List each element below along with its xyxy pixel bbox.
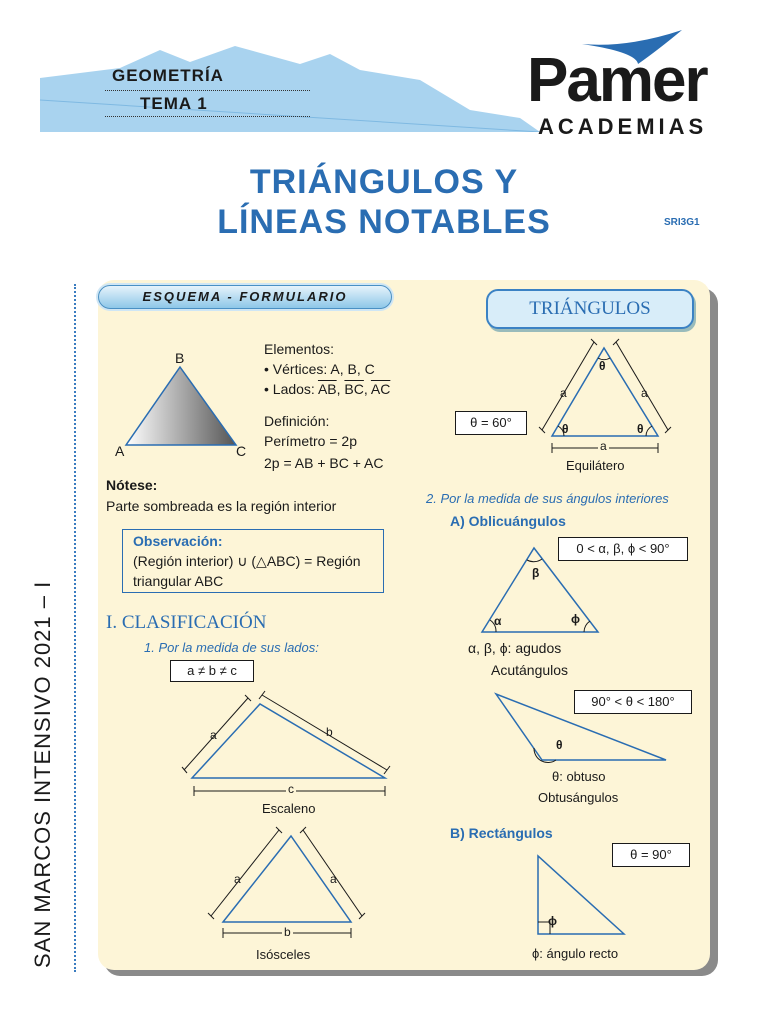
logo-subtitle: ACADEMIAS xyxy=(538,114,708,139)
lado-ab: $\overline{AB}$ xyxy=(317,381,337,397)
right-condition-box: θ = 90° xyxy=(612,843,690,867)
observacion-heading: Observación: xyxy=(133,533,223,549)
side-dotted-rule xyxy=(74,284,76,972)
vertices-text: • Vértices: A, B, C xyxy=(264,361,375,377)
inequality-box: a ≠ b ≠ c xyxy=(170,660,254,682)
isosceles-label-b: b xyxy=(284,925,291,939)
triangulos-pill: TRIÁNGULOS xyxy=(486,289,694,329)
page-title-line2: LÍNEAS NOTABLES xyxy=(217,203,551,241)
document-code: SRI3G1 xyxy=(664,217,700,228)
vertex-a: A xyxy=(115,443,125,459)
subject-label: GEOMETRÍA xyxy=(112,66,224,85)
tema-label: TEMA 1 xyxy=(140,94,208,113)
page-title-line1: TRIÁNGULOS Y xyxy=(249,163,519,201)
angulos-subheading: 2. Por la medida de sus ángulos interiores xyxy=(426,491,669,506)
observacion-line2: triangular ABC xyxy=(133,573,224,589)
rectangulos-heading: B) Rectángulos xyxy=(450,825,553,841)
beta-label: β xyxy=(532,566,540,580)
right-phi-label: ϕ xyxy=(548,914,557,928)
obtusangulos-caption: Obtusángulos xyxy=(538,790,619,805)
lados-subheading: 1. Por la medida de sus lados: xyxy=(144,640,319,655)
perimetro-formula: 2p = AB + BC + AC xyxy=(264,455,384,471)
equilatero-caption: Equilátero xyxy=(566,458,625,473)
escaleno-triangle xyxy=(192,704,385,778)
header-divider xyxy=(105,116,310,117)
isosceles-label-a: a xyxy=(234,872,241,886)
escaleno-label-c: c xyxy=(288,782,294,796)
clasificacion-heading: I. CLASIFICACIÓN xyxy=(106,612,267,633)
obtuse-theta-label: θ xyxy=(556,738,563,752)
header-divider xyxy=(105,90,310,91)
isosceles-figure xyxy=(205,826,365,938)
isosceles-caption: Isósceles xyxy=(256,947,311,962)
lados-text: • Lados: $\overline{AB}$, $\overline{BC}$, $\overline{AC}$ xyxy=(264,381,391,397)
vertex-c: C xyxy=(236,443,247,459)
elementos-heading: Elementos: xyxy=(264,341,335,357)
side-b-marker xyxy=(262,695,387,770)
notese-text: Parte sombreada es la región interior xyxy=(106,498,337,514)
perimetro-text: Perímetro = 2p xyxy=(264,433,357,449)
isosceles-side-marker xyxy=(211,830,279,916)
section-badge: ESQUEMA - FORMULARIO xyxy=(98,285,392,309)
notese-heading: Nótese: xyxy=(106,477,158,493)
oblicuangulos-heading: A) Oblicuángulos xyxy=(450,513,566,529)
obtuse-description: θ: obtuso xyxy=(552,769,606,784)
equilatero-condition-box: θ = 60° xyxy=(455,411,527,435)
lado-bc: $\overline{BC}$ xyxy=(344,381,364,397)
observacion-line1: (Región interior) ∪ (△ABC) = Región xyxy=(133,553,361,569)
side-course-label: SAN MARCOS INTENSIVO 2021 – I xyxy=(30,580,55,968)
escaleno-label-a: a xyxy=(210,728,217,742)
vertex-b: B xyxy=(175,350,185,366)
right-description: ϕ: ángulo recto xyxy=(532,946,619,961)
obtuse-condition-box: 90° < θ < 180° xyxy=(574,690,692,714)
isosceles-label-a: a xyxy=(330,872,337,886)
header-wave-banner xyxy=(0,40,540,132)
equilatero-theta-left: θ xyxy=(562,422,569,436)
escaleno-caption: Escaleno xyxy=(262,801,316,816)
logo-name: Pamer xyxy=(527,46,707,115)
acute-condition-box: 0 < α, β, ϕ < 90° xyxy=(558,537,688,561)
equilatero-theta-top: θ xyxy=(599,359,606,373)
definicion-heading: Definición: xyxy=(264,413,330,429)
acute-description: α, β, ϕ: agudos xyxy=(468,640,562,656)
equilatero-side-label: a xyxy=(560,386,567,400)
shaded-triangle-figure xyxy=(118,355,248,460)
acutangulos-caption: Acutángulos xyxy=(491,662,569,678)
equilatero-side-marker xyxy=(542,342,594,430)
equilatero-side-label: a xyxy=(641,386,648,400)
equilatero-theta-right: θ xyxy=(637,422,644,436)
alpha-label: α xyxy=(494,614,502,628)
equilatero-base-label: a xyxy=(600,439,607,453)
phi-label: ϕ xyxy=(571,612,580,626)
shaded-triangle xyxy=(126,367,236,445)
lado-ac: $\overline{AC}$ xyxy=(370,381,391,397)
escaleno-label-b: b xyxy=(326,725,333,739)
